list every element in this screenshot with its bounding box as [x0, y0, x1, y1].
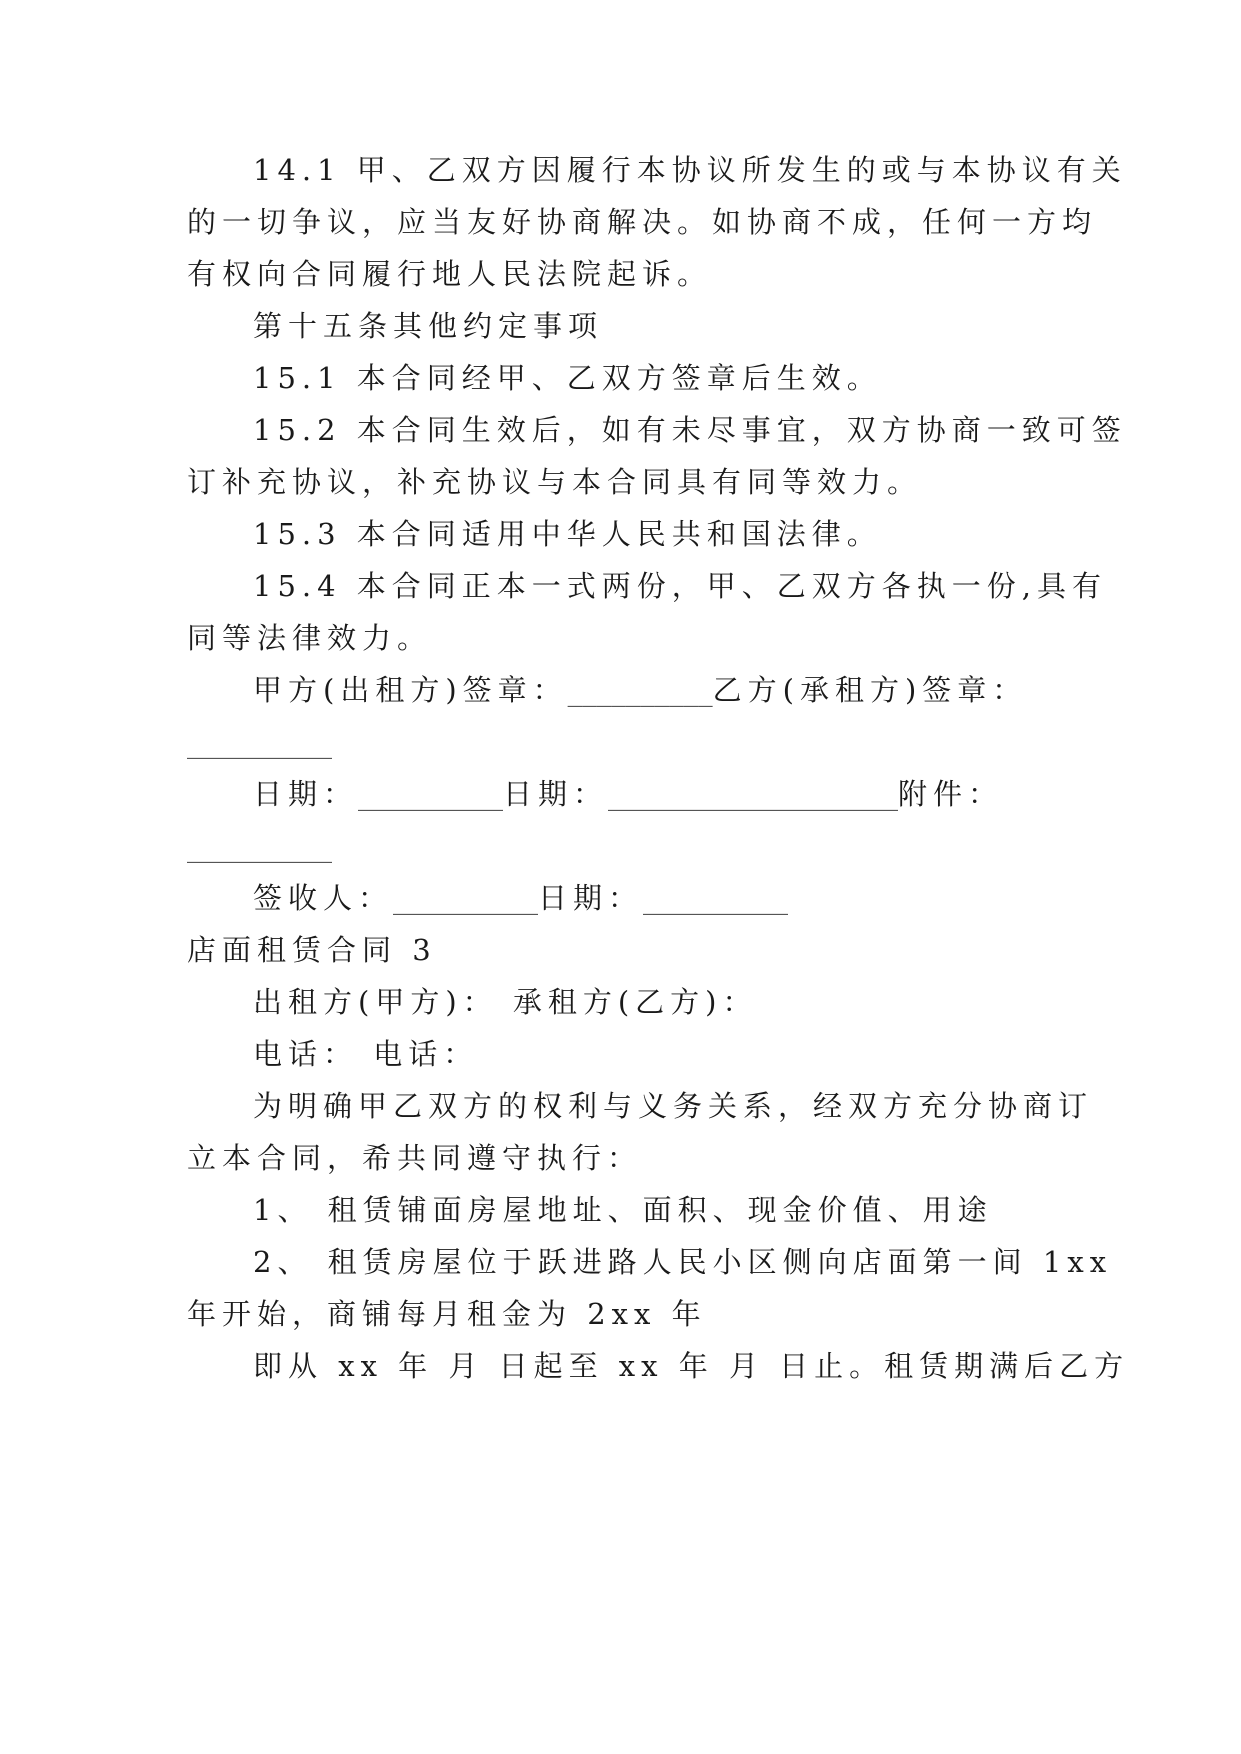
article-15-heading: 第十五条其他约定事项 [253, 309, 604, 343]
attachment-blank-line [187, 826, 1067, 866]
party-a-signature-blank: __________ [567, 673, 713, 707]
attachment-blank: __________ [187, 829, 332, 863]
contract-3-intro-line-2: 立本合同，希共同遵守执行： [187, 1141, 643, 1175]
date-3-label: 日期： [538, 881, 644, 915]
signature-line [253, 670, 1133, 710]
clause-14-1-line-1: 14.1 甲、乙双方因履行本协议所发生的或与本协议有关 [253, 153, 1127, 187]
party-b-signature-blank: __________ [187, 725, 332, 759]
contract-3-item-2-line-1: 2、 租赁房屋位于跃进路人民小区侧向店面第一间 1xx [253, 1245, 1113, 1279]
contract-3-item-1: 1、 租赁铺面房屋地址、面积、现金价值、用途 [253, 1193, 993, 1227]
receiver-label: 签收人： [253, 881, 394, 915]
clause-15-1: 15.1 本合同经甲、乙双方签章后生效。 [253, 361, 882, 395]
receiver-blank: __________ [393, 881, 539, 915]
clause-15-4-line-1: 15.4 本合同正本一式两份，甲、乙双方各执一份,具有 [253, 569, 1108, 603]
receiver-line [253, 878, 1133, 918]
clause-15-4-line-2: 同等法律效力。 [187, 621, 433, 655]
clause-14-1-line-3: 有权向合同履行地人民法院起诉。 [187, 257, 713, 291]
clause-15-3: 15.3 本合同适用中华人民共和国法律。 [253, 517, 882, 551]
party-b-signature-line [187, 722, 1067, 762]
contract-3-title: 店面租赁合同 3 [187, 933, 437, 967]
date-attachment-line [253, 774, 1133, 814]
clause-14-1-line-2: 的一切争议，应当友好协商解决。如协商不成，任何一方均 [187, 205, 1098, 239]
contract-3-phones: 电话： 电话： [253, 1037, 479, 1071]
date-2-blank: ____________________ [608, 777, 899, 811]
date-3-blank: __________ [643, 881, 789, 915]
contract-3-parties: 出租方(甲方)： 承租方(乙方)： [253, 985, 758, 1019]
date-1-label: 日期： [253, 777, 359, 811]
attachment-label: 附件： [898, 777, 1004, 811]
date-2-label: 日期： [503, 777, 609, 811]
contract-3-term: 即从 xx 年 月 日起至 xx 年 月 日止。租赁期满后乙方 [253, 1349, 1130, 1383]
date-1-blank: __________ [358, 777, 504, 811]
contract-3-item-2-line-2: 年开始，商铺每月租金为 2xx 年 [187, 1297, 707, 1331]
clause-15-2-line-2: 订补充协议，补充协议与本合同具有同等效力。 [187, 465, 923, 499]
party-a-signature-label: 甲方(出租方)签章： [253, 673, 568, 707]
contract-3-intro-line-1: 为明确甲乙双方的权利与义务关系，经双方充分协商订 [253, 1089, 1094, 1123]
clause-15-2-line-1: 15.2 本合同生效后，如有未尽事宜，双方协商一致可签 [253, 413, 1127, 447]
party-b-signature-label: 乙方(承租方)签章： [712, 673, 1028, 707]
